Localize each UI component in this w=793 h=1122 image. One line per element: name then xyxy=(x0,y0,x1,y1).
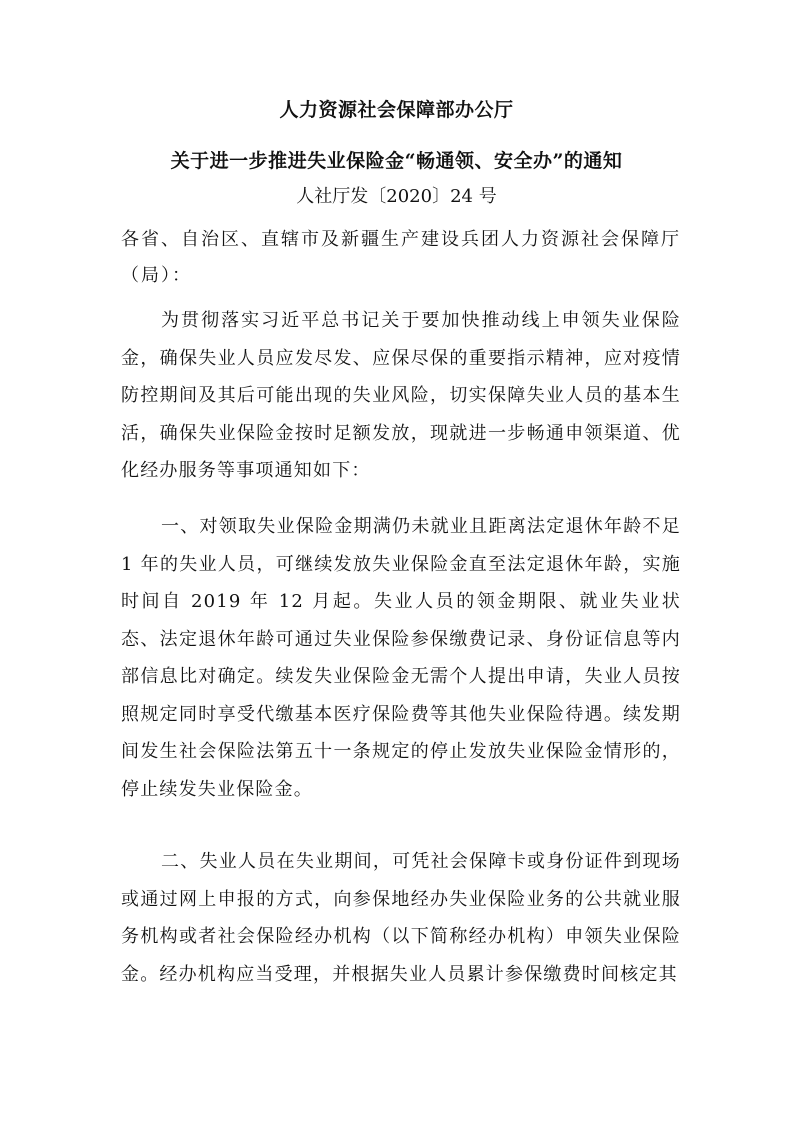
body-paragraph-item-1: 一、对领取失业保险金期满仍未就业且距离法定退休年龄不足 1 年的失业人员，可继续发放失业保险金直至法定退休年龄，实施时间自 2019 年 12 月起。失业人员的领金期限、就业失业状态、法定退休年龄可通过失业保险参保缴费记录、身份证信息等内部信息比对确定。续发失业保险金无需个人提出申请，失业人员按照规定同时享受代缴基本医疗保险费等其他失业保险待遇。续发期间发生社会保险法第五十一条规定的停止发放失业保险金情形的，停止续发失业保险金。 xyxy=(121,516,681,800)
document-number: 人社厅发〔2020〕24 号 xyxy=(296,186,497,207)
document-title-issuer: 人力资源社会保障部办公厅 xyxy=(279,99,514,121)
body-paragraph-intro: 为贯彻落实习近平总书记关于要加快推动线上申领失业保险金，确保失业人员应发尽发、应保尽保的重要指示精神，应对疫情防控期间及其后可能出现的失业风险，切实保障失业人员的基本生活，确保失业保险金按时足额发放，现就进一步畅通申领渠道、优化经办服务等事项通知如下： xyxy=(121,310,681,481)
addressee: 各省、自治区、直辖市及新疆生产建设兵团人力资源社会保障厅（局）： xyxy=(121,229,681,286)
document-title-subject: 关于进一步推进失业保险金“畅通领、安全办”的通知 xyxy=(170,150,623,172)
body-paragraph-item-2: 二、失业人员在失业期间，可凭社会保障卡或身份证件到现场或通过网上申报的方式，向参保地经办失业保险业务的公共就业服务机构或者社会保险经办机构（以下简称经办机构）申领失业保险金。经办机构应当受理，并根据失业人员累计参保缴费时间核定其 xyxy=(121,851,681,985)
